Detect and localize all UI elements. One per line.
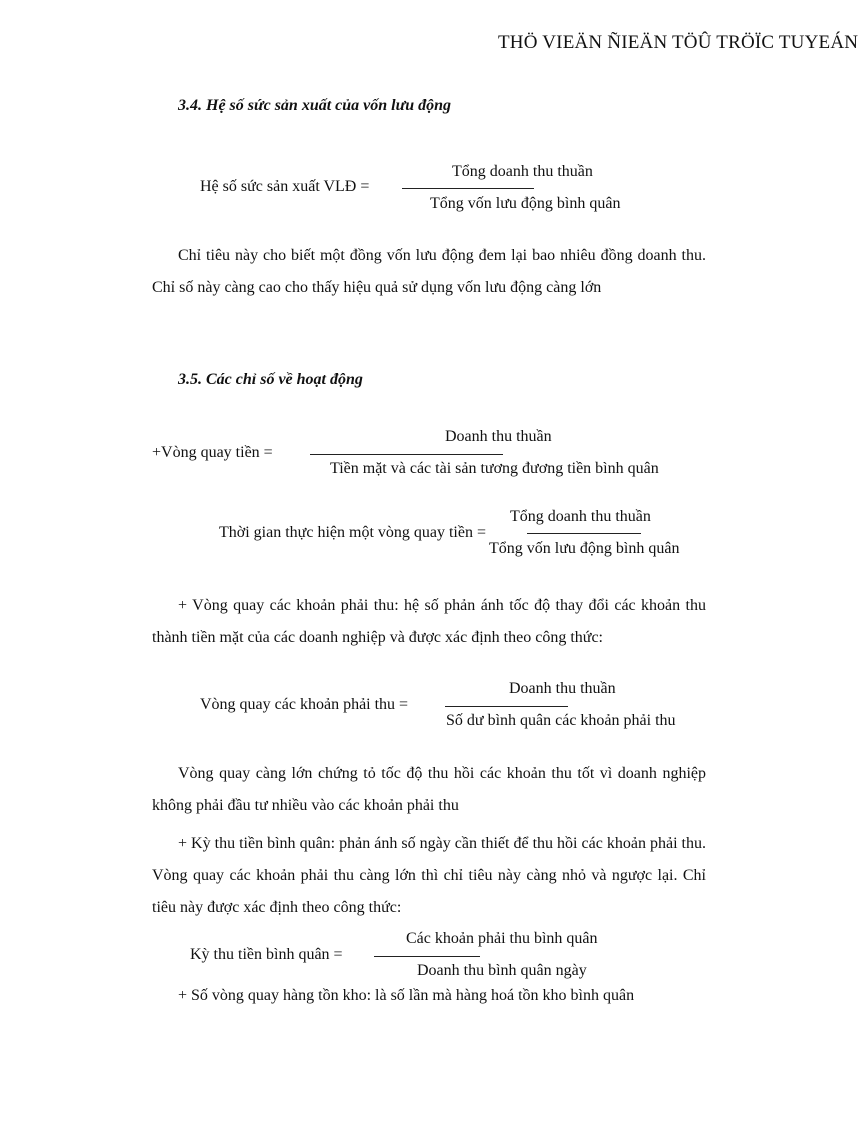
formula-numerator: Doanh thu thuần	[445, 428, 552, 445]
formula-denominator: Tổng vốn lưu động bình quân	[430, 195, 621, 212]
fraction-bar	[310, 454, 503, 455]
section-heading-3-4: 3.4. Hệ số sức sản xuất của vốn lưu động	[178, 97, 451, 114]
formula-denominator: Doanh thu bình quân ngày	[417, 962, 587, 979]
formula-numerator: Các khoản phải thu bình quân	[406, 930, 598, 947]
fraction-bar	[527, 533, 641, 534]
section-heading-3-5: 3.5. Các chỉ số về hoạt động	[178, 371, 363, 388]
paragraph-receivables: + Vòng quay các khoản phải thu: hệ số phản ánh tốc độ thay đổi các khoản thu thành tiền mặt của các doanh nghiệp và được xác định theo công thức:	[152, 597, 706, 646]
formula-lhs: Hệ số sức sản xuất VLĐ =	[200, 178, 370, 195]
fraction-bar	[402, 188, 534, 189]
formula-denominator: Số dư bình quân các khoản phải thu	[446, 712, 676, 729]
fraction-bar	[374, 956, 480, 957]
fraction-bar	[445, 706, 568, 707]
formula-denominator: Tiền mặt và các tài sản tương đương tiền bình quân	[330, 460, 659, 477]
formula-numerator: Doanh thu thuần	[509, 680, 616, 697]
paragraph-collection: + Kỳ thu tiền bình quân: phản ánh số ngày cần thiết để thu hồi các khoản phải thu. Vòng quay các khoản phải thu càng lớn thì chỉ tiêu này càng nhỏ và ngược lại. Chỉ tiêu này được xác định theo công thức:	[152, 835, 706, 916]
formula-lhs: Vòng quay các khoản phải thu =	[200, 696, 409, 713]
page-header: THÖ VIEÄN ÑIEÄN TÖÛ TRÖÏC TUYEÁN	[498, 32, 858, 53]
formula-lhs: Kỳ thu tiền bình quân =	[190, 946, 343, 963]
formula-lhs: +Vòng quay tiền =	[152, 444, 273, 461]
formula-lhs: Thời gian thực hiện một vòng quay tiền =	[219, 524, 486, 541]
formula-denominator: Tổng vốn lưu động bình quân	[489, 540, 680, 557]
formula-numerator: Tổng doanh thu thuần	[452, 163, 593, 180]
paragraph-turnover: Vòng quay càng lớn chứng tỏ tốc độ thu hồi các khoản thu tốt vì doanh nghiệp không phải đầu tư nhiều vào các khoản phải thu	[152, 765, 706, 814]
formula-numerator: Tổng doanh thu thuần	[510, 508, 651, 525]
paragraph-inventory: + Số vòng quay hàng tồn kho: là số lần mà hàng hoá tồn kho bình quân	[178, 987, 635, 1004]
paragraph-vld: Chỉ tiêu này cho biết một đồng vốn lưu động đem lại bao nhiêu đồng doanh thu. Chỉ số này càng cao cho thấy hiệu quả sử dụng vốn lưu động càng lớn	[152, 247, 706, 296]
